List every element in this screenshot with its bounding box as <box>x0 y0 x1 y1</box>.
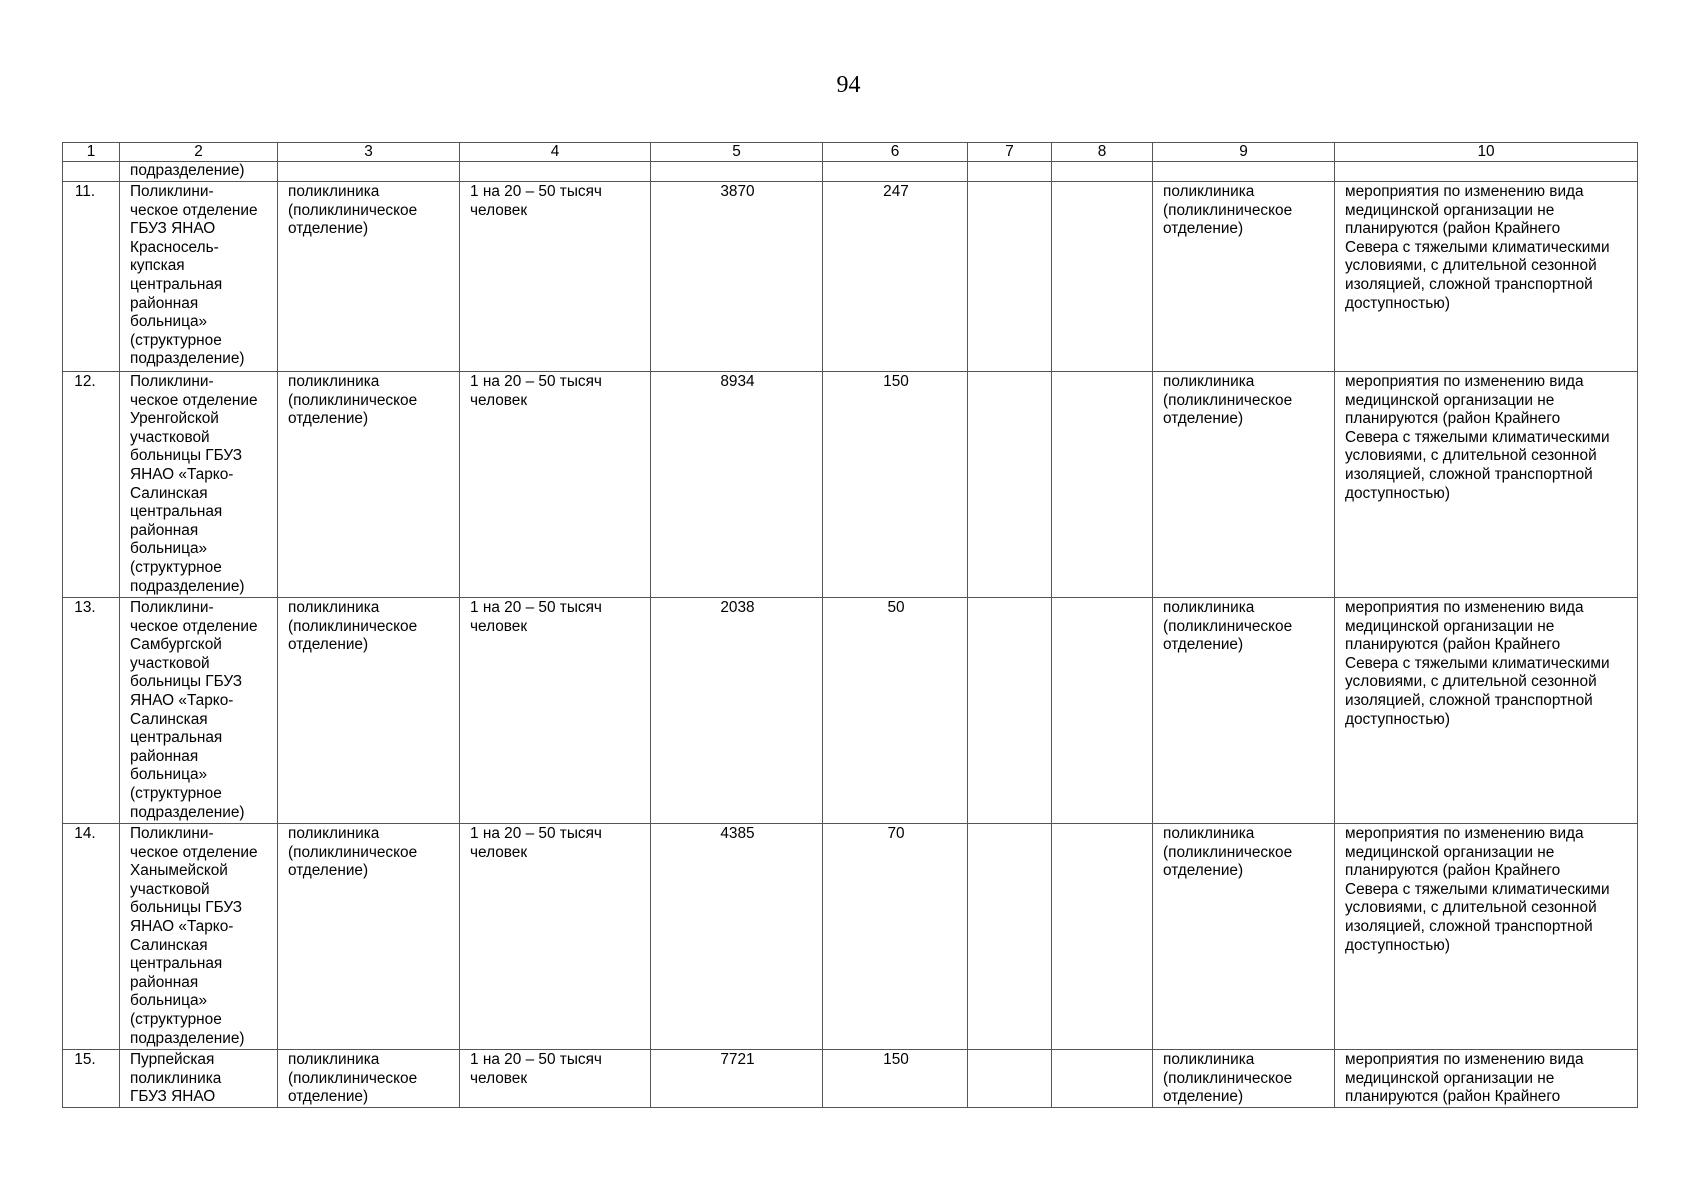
population-norm: 1 на 20 – 50 тысяч человек <box>460 824 651 1050</box>
row-number: 13. <box>63 598 120 824</box>
organization-name: Поликлини- ческое отделение Самбургской участковой больницы ГБУЗ ЯНАО «Тарко- Салинская центральная районная больница» (структурное подразделение) <box>120 598 278 824</box>
column-header: 2 <box>120 143 278 162</box>
column-header: 8 <box>1052 143 1153 162</box>
table-row <box>63 598 1638 824</box>
column-header: 10 <box>1335 143 1638 162</box>
table-cell <box>460 162 651 182</box>
column-7-value <box>968 372 1052 598</box>
planned-type: поликлиника (поликлиническое отделение) <box>1153 1050 1335 1108</box>
page-number: 94 <box>836 72 861 98</box>
table-cell <box>63 162 120 182</box>
population-norm: 1 на 20 – 50 тысяч человек <box>460 182 651 372</box>
planned-type: поликлиника (поликлиническое отделение) <box>1153 598 1335 824</box>
population-norm: 1 на 20 – 50 тысяч человек <box>460 598 651 824</box>
table-row <box>63 1050 1638 1108</box>
table-cell <box>1052 162 1153 182</box>
table-cell <box>1335 162 1638 182</box>
table-cell <box>968 162 1052 182</box>
column-header: 4 <box>460 143 651 162</box>
column-8-value <box>1052 1050 1153 1108</box>
column-7-value <box>968 1050 1052 1108</box>
row-number: 14. <box>63 824 120 1050</box>
measures-note: мероприятия по изменению вида медицинской организации не планируются (район Крайнего <box>1335 1050 1638 1108</box>
column-6-value: 150 <box>823 1050 968 1108</box>
measures-note: мероприятия по изменению вида медицинской организации не планируются (район Крайнего Севера с тяжелыми климатическими условиями, с длительной сезонной изоляцией, сложной транспортной доступностью) <box>1335 182 1638 372</box>
column-6-value: 247 <box>823 182 968 372</box>
header-row <box>63 143 1638 162</box>
population-norm: 1 на 20 – 50 тысяч человек <box>460 372 651 598</box>
column-6-value: 150 <box>823 372 968 598</box>
column-5-value: 8934 <box>651 372 823 598</box>
column-7-value <box>968 824 1052 1050</box>
column-8-value <box>1052 372 1153 598</box>
organization-type: поликлиника (поликлиническое отделение) <box>278 372 460 598</box>
column-header: 5 <box>651 143 823 162</box>
column-6-value: 70 <box>823 824 968 1050</box>
measures-note: мероприятия по изменению вида медицинской организации не планируются (район Крайнего Севера с тяжелыми климатическими условиями, с длительной сезонной изоляцией, сложной транспортной доступностью) <box>1335 372 1638 598</box>
organization-name: Поликлини- ческое отделение Уренгойской участковой больницы ГБУЗ ЯНАО «Тарко- Салинская центральная районная больница» (структурное подразделение) <box>120 372 278 598</box>
organization-type: поликлиника (поликлиническое отделение) <box>278 598 460 824</box>
column-8-value <box>1052 598 1153 824</box>
column-header: 9 <box>1153 143 1335 162</box>
organization-type: поликлиника (поликлиническое отделение) <box>278 824 460 1050</box>
table-row <box>63 824 1638 1050</box>
planned-type: поликлиника (поликлиническое отделение) <box>1153 824 1335 1050</box>
organization-name: Поликлини- ческое отделение Ханымейской участковой больницы ГБУЗ ЯНАО «Тарко- Салинская центральная районная больница» (структурное подразделение) <box>120 824 278 1050</box>
table-cell <box>1153 162 1335 182</box>
column-8-value <box>1052 182 1153 372</box>
table-body <box>63 143 1638 1108</box>
continuation-cell: подразделение) <box>120 162 278 182</box>
column-8-value <box>1052 824 1153 1050</box>
table-row <box>63 182 1638 372</box>
column-header: 6 <box>823 143 968 162</box>
organization-name: Поликлини- ческое отделение ГБУЗ ЯНАО Красносель- купская центральная районная больница» (структурное подразделение) <box>120 182 278 372</box>
table-cell <box>823 162 968 182</box>
column-7-value <box>968 182 1052 372</box>
organization-type: поликлиника (поликлиническое отделение) <box>278 1050 460 1108</box>
organization-name: Пурпейская поликлиника ГБУЗ ЯНАО <box>120 1050 278 1108</box>
row-number: 15. <box>63 1050 120 1108</box>
table-cell <box>278 162 460 182</box>
row-number: 12. <box>63 372 120 598</box>
table-row <box>63 372 1638 598</box>
column-header: 1 <box>63 143 120 162</box>
planned-type: поликлиника (поликлиническое отделение) <box>1153 182 1335 372</box>
column-5-value: 2038 <box>651 598 823 824</box>
column-5-value: 3870 <box>651 182 823 372</box>
measures-note: мероприятия по изменению вида медицинской организации не планируются (район Крайнего Севера с тяжелыми климатическими условиями, с длительной сезонной изоляцией, сложной транспортной доступностью) <box>1335 824 1638 1050</box>
column-5-value: 7721 <box>651 1050 823 1108</box>
column-header: 3 <box>278 143 460 162</box>
continuation-row <box>63 162 1638 182</box>
column-header: 7 <box>968 143 1052 162</box>
measures-note: мероприятия по изменению вида медицинской организации не планируются (район Крайнего Севера с тяжелыми климатическими условиями, с длительной сезонной изоляцией, сложной транспортной доступностью) <box>1335 598 1638 824</box>
table-cell <box>651 162 823 182</box>
column-7-value <box>968 598 1052 824</box>
row-number: 11. <box>63 182 120 372</box>
organization-type: поликлиника (поликлиническое отделение) <box>278 182 460 372</box>
document-table <box>62 142 1638 1108</box>
population-norm: 1 на 20 – 50 тысяч человек <box>460 1050 651 1108</box>
column-5-value: 4385 <box>651 824 823 1050</box>
planned-type: поликлиника (поликлиническое отделение) <box>1153 372 1335 598</box>
column-6-value: 50 <box>823 598 968 824</box>
